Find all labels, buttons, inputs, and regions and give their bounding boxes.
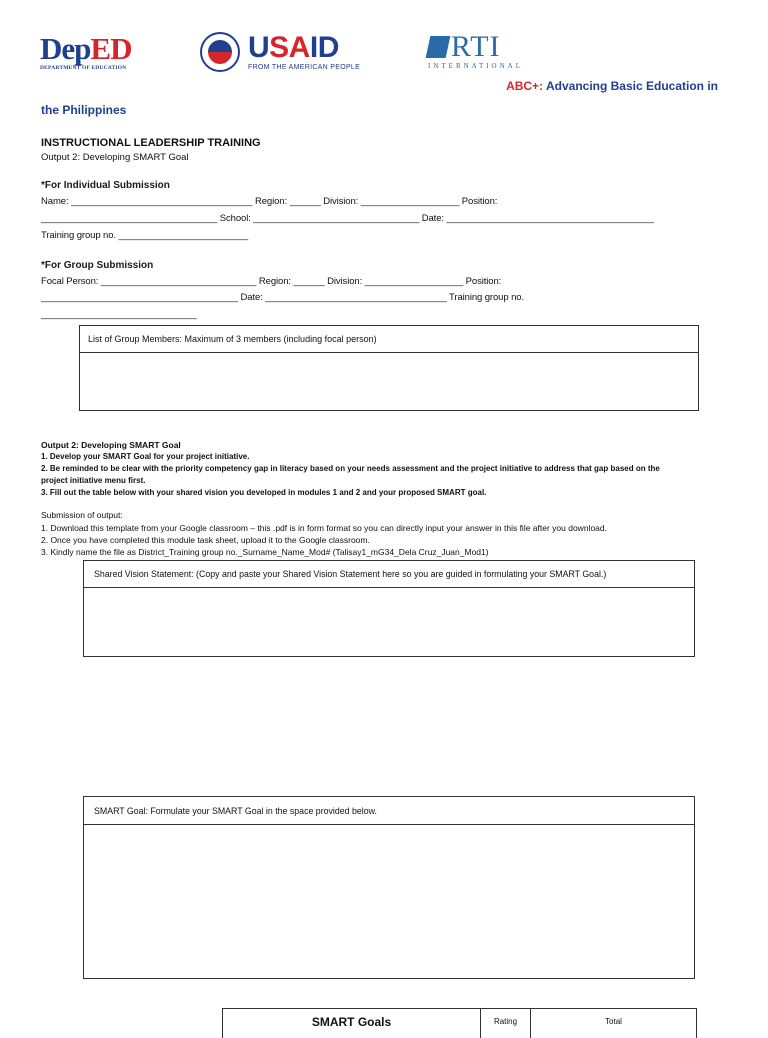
group-line: ______________________________ [41, 309, 197, 320]
members-box-label: List of Group Members: Maximum of 3 members (including focal person) [80, 326, 698, 353]
table-header-rating: Rating [481, 1009, 531, 1038]
rti-subtitle: INTERNATIONAL [428, 62, 523, 70]
deped-logo [40, 31, 132, 71]
usaid-brand-b: SA [269, 30, 310, 64]
vision-box[interactable] [83, 560, 695, 657]
deped-brand-b: ED [90, 31, 132, 66]
individual-heading: *For Individual Submission [41, 180, 170, 191]
members-box[interactable] [79, 325, 699, 411]
usaid-seal-icon [200, 32, 240, 72]
instruction-item: project initiative menu first. [41, 476, 146, 485]
deped-brand-a: Dep [40, 31, 91, 66]
table-header-smart-goals: SMART Goals [223, 1009, 481, 1038]
smart-goals-table [222, 1008, 697, 1038]
program-title [506, 79, 718, 93]
submission-step: 1. Download this template from your Google classroom – this .pdf is in form format so you can directly input your answer in this file after you download. [41, 523, 607, 533]
individual-line: Name: ___________________________________ Region: ______ Division: ___________________ Position: [41, 196, 498, 207]
rti-logo [428, 30, 523, 70]
doc-title: INSTRUCTIONAL LEADERSHIP TRAINING [41, 137, 261, 149]
group-heading: *For Group Submission [41, 260, 154, 271]
rti-mark-icon [426, 36, 451, 58]
deped-subtitle: DEPARTMENT OF EDUCATION [40, 65, 127, 71]
output-heading: Output 2: Developing SMART Goal [41, 440, 181, 450]
smart-goal-box[interactable] [83, 796, 695, 979]
vision-box-label: Shared Vision Statement: (Copy and paste your Shared Vision Statement here so you are guided in formulating your SMART Goal.) [84, 561, 694, 588]
usaid-subtitle: FROM THE AMERICAN PEOPLE [248, 63, 361, 71]
individual-line: __________________________________ School: ________________________________ Date: ________________________________________ [41, 213, 654, 224]
instruction-item: 3. Fill out the table below with your shared vision you developed in modules 1 and 2 and your proposed SMART goal. [41, 488, 487, 497]
program-prefix: ABC+: [506, 79, 544, 93]
usaid-brand-c: ID [309, 30, 339, 64]
smart-goal-box-label: SMART Goal: Formulate your SMART Goal in the space provided below. [84, 797, 694, 825]
individual-line: Training group no. _________________________ [41, 230, 249, 241]
group-line: Focal Person: ______________________________ Region: ______ Division: ___________________ Position: [41, 276, 502, 287]
instruction-item: 2. Be reminded to be clear with the priority competency gap in literacy based on your needs assessment and the project initiative to address that gap based on the [41, 464, 660, 473]
submission-step: 3. Kindly name the file as District_Training group no._Surname_Name_Mod# (Talisay1_mG34_Dela Cruz_Juan_Mod1) [41, 547, 489, 557]
submission-step: 2. Once you have completed this module task sheet, upload it to the Google classroom. [41, 535, 370, 545]
submission-heading: Submission of output: [41, 510, 123, 520]
rti-brand: RTI [451, 30, 501, 63]
usaid-brand-a: U [248, 30, 270, 64]
program-title-text: Advancing Basic Education in [545, 79, 718, 93]
group-line: ______________________________________ Date: ___________________________________ Training group no. [41, 292, 524, 303]
table-header-total: Total [605, 1017, 622, 1026]
instruction-item: 1. Develop your SMART Goal for your project initiative. [41, 452, 250, 461]
program-title-cont: the Philippines [41, 103, 127, 117]
output-line: Output 2: Developing SMART Goal [41, 152, 189, 163]
usaid-logo [200, 32, 360, 72]
